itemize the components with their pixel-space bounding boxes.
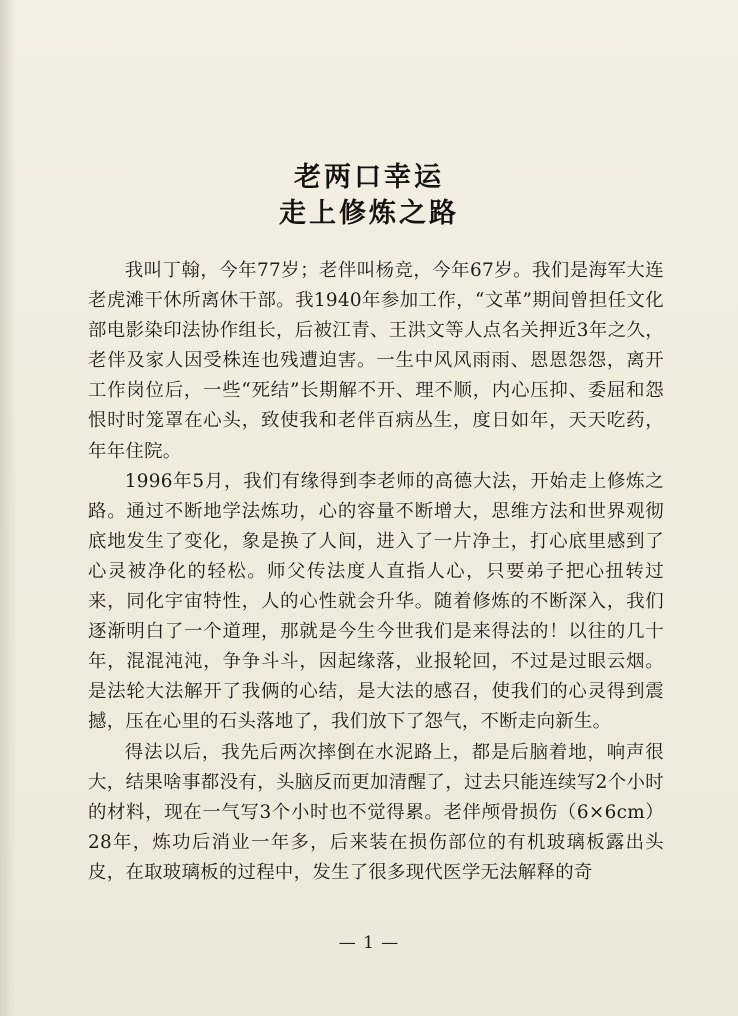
- page-number: — 1 —: [338, 933, 400, 953]
- paragraph-1: 我叫丁翰，今年77岁；老伴叫杨竞，今年67岁。我们是海军大连老虎滩干休所离休干部。我1940年参加工作，“文革”期间曾担任文化部电影染印法协作组长，后被江青、王洪文等人点名关押近3年之久，老伴及家人因受株连也残遭迫害。一生中风风雨雨、恩恩怨怨，离开工作岗位后，一些“死结”长期解不开、理不顺，内心压抑、委屈和怨恨时时笼罩在心头，致使我和老伴百病丛生，度日如年，天天吃药，年年住院。: [88, 260, 664, 462]
- article-title-line2: 走上修炼之路: [279, 198, 459, 229]
- article-title-line1: 老两口幸运: [294, 162, 444, 193]
- article-body: [88, 256, 664, 888]
- paragraph-2: 1996年5月，我们有缘得到李老师的高德大法，开始走上修炼之路。通过不断地学法炼功，心的容量不断增大，思维方法和世界观彻底地发生了变化，象是换了人间，进入了一片净土，打心底里感到了心灵被净化的轻松。师父传法度人直指人心，只要弟子把心扭转过来，同化宇宙特性，人的心性就会升华。随着修炼的不断深入，我们逐渐明白了一个道理，那就是今生今世我们是来得法的！以往的几十年，混混沌沌，争争斗斗，因起缘落，业报轮回，不过是过眼云烟。是法轮大法解开了我俩的心结，是大法的感召，使我们的心灵得到震撼，压在心里的石头落地了，我们放下了怨气，不断走向新生。: [88, 470, 664, 733]
- paragraph-3: 得法以后，我先后两次摔倒在水泥路上，都是后脑着地，响声很大，结果啥事都没有，头脑反而更加清醒了，过去只能连续写2个小时的材料，现在一气写3个小时也不觉得累。老伴颅骨损伤（6×6cm）28年，炼功后消业一年多，后来装在损伤部位的有机玻璃板露出头皮，在取玻璃板的过程中，发生了很多现代医学无法解释的奇: [88, 741, 664, 883]
- binding-shadow: [0, 0, 16, 1016]
